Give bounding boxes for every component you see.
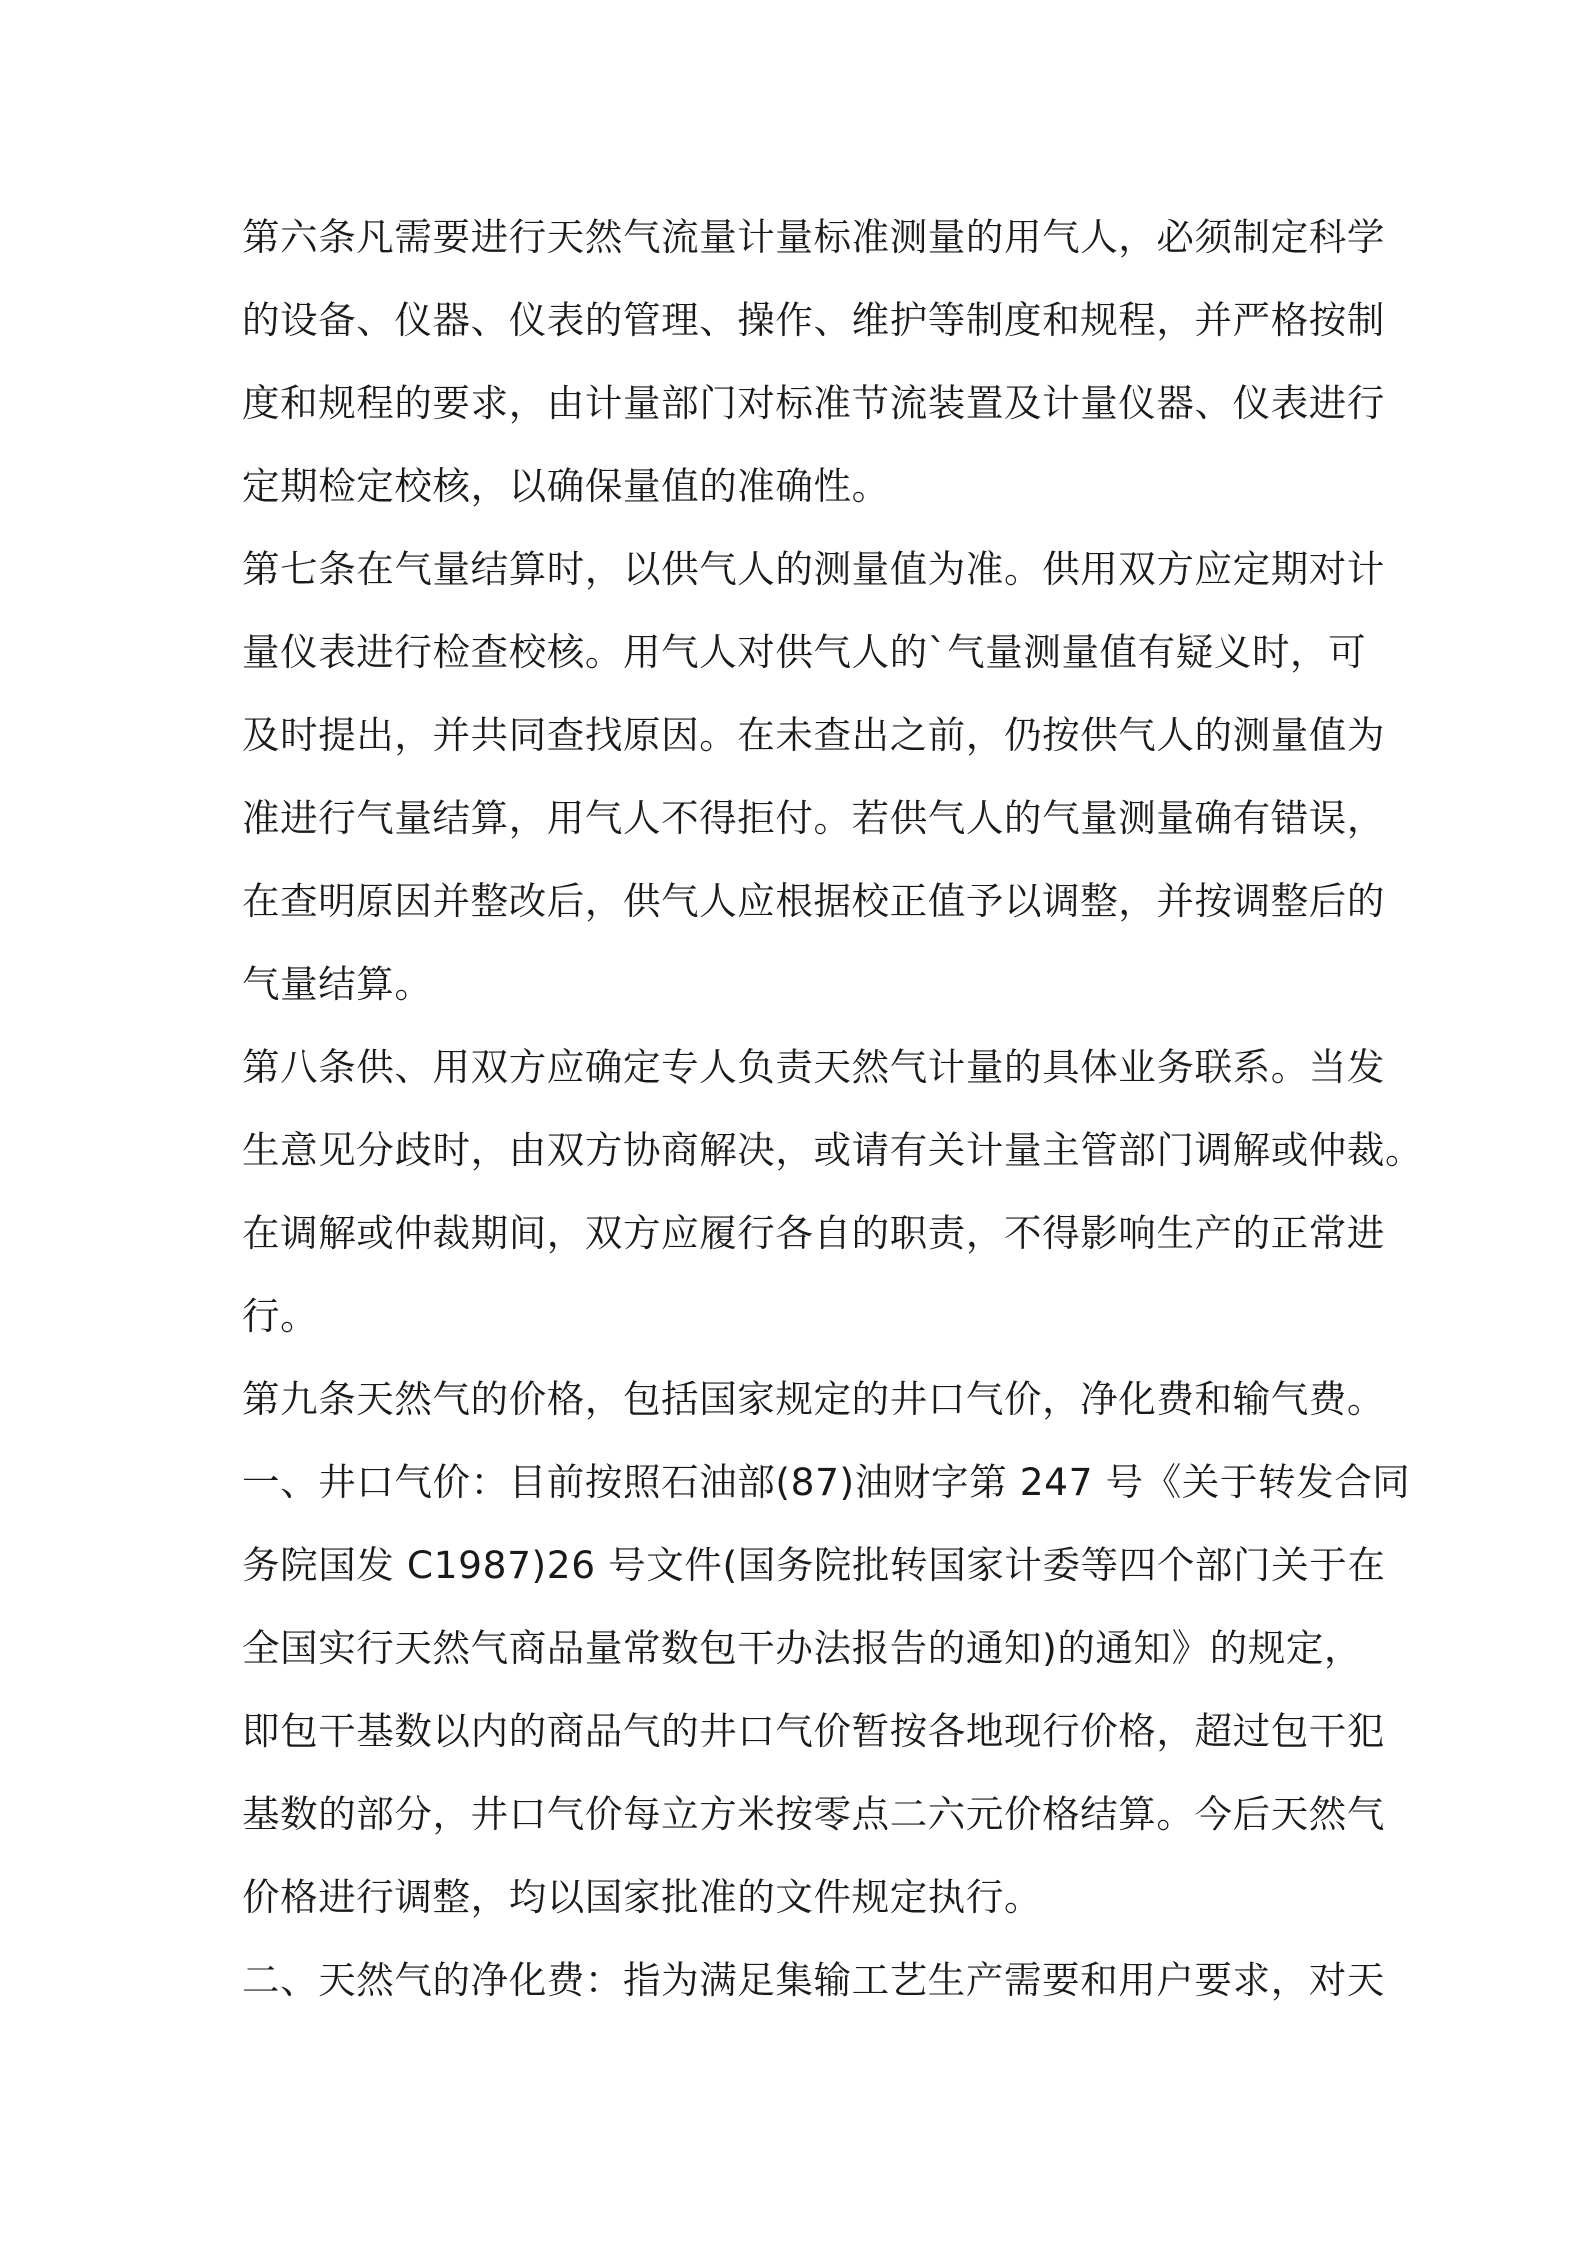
article-7-line-6: 气量结算。 <box>242 962 433 1006</box>
article-7-line-1: 第七条在气量结算时，以供气人的测量值为准。供用双方应定期对计 <box>242 547 1385 591</box>
article-8-line-2: 生意见分歧时，由双方协商解决，或请有关计量主管部门调解或仲裁。 <box>242 1128 1424 1172</box>
article-7-line-3: 及时提出，并共同查找原因。在未查出之前，仍按供气人的测量值为 <box>242 713 1385 757</box>
article-9-item-1-line-1: 一、井口气价：目前按照石油部(87)油财字第 247 号《关于转发合同 <box>242 1460 1411 1504</box>
article-9-item-2-line-1: 二、天然气的净化费：指为满足集输工艺生产需要和用户要求，对天 <box>242 1958 1385 2002</box>
article-6-line-3: 度和规程的要求，由计量部门对标准节流装置及计量仪器、仪表进行 <box>242 381 1385 425</box>
article-9-item-1-line-3: 全国实行天然气商品量常数包干办法报告的通知)的通知》的规定， <box>242 1626 1363 1670</box>
article-8-line-4: 行。 <box>242 1294 319 1338</box>
article-6-line-2: 的设备、仪器、仪表的管理、操作、维护等制度和规程，并严格按制 <box>242 298 1385 342</box>
article-8-line-3: 在调解或仲裁期间，双方应履行各自的职责，不得影响生产的正常进 <box>242 1211 1385 1255</box>
article-6-line-4: 定期检定校核，以确保量值的准确性。 <box>242 464 890 508</box>
article-6-line-1: 第六条凡需要进行天然气流量计量标准测量的用气人，必须制定科学 <box>242 215 1385 259</box>
article-7-line-5: 在查明原因并整改后，供气人应根据校正值予以调整，并按调整后的 <box>242 879 1385 923</box>
document-body <box>242 196 1424 2022</box>
article-7-line-4: 准进行气量结算，用气人不得拒付。若供气人的气量测量确有错误， <box>242 796 1385 840</box>
article-9-item-1-line-2: 务院国发 C1987)26 号文件(国务院批转国家计委等四个部门关于在 <box>242 1543 1386 1587</box>
article-9-line-1: 第九条天然气的价格，包括国家规定的井口气价，净化费和输气费。 <box>242 1377 1385 1421</box>
article-7-line-2: 量仪表进行检查校核。用气人对供气人的`气量测量值有疑义时，可 <box>242 630 1367 674</box>
article-8-line-1: 第八条供、用双方应确定专人负责天然气计量的具体业务联系。当发 <box>242 1045 1385 1089</box>
article-9-item-1-line-4: 即包干基数以内的商品气的井口气价暂按各地现行价格，超过包干犯 <box>242 1709 1385 1753</box>
article-9-item-1-line-5: 基数的部分，井口气价每立方米按零点二六元价格结算。今后天然气 <box>242 1792 1385 1836</box>
article-9-item-1-line-6: 价格进行调整，均以国家批准的文件规定执行。 <box>242 1875 1043 1919</box>
